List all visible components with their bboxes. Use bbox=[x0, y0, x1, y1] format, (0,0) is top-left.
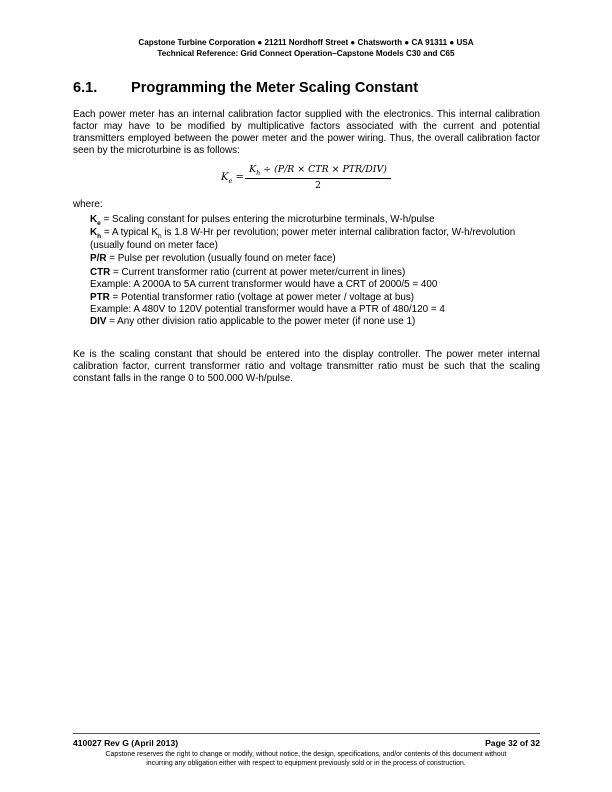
formula-denominator: 2 bbox=[315, 180, 321, 191]
definition-pr: P/R = Pulse per revolution (usually found on meter face) bbox=[90, 253, 336, 265]
section-heading bbox=[73, 80, 543, 96]
footer-divider bbox=[73, 733, 540, 734]
definition-list bbox=[90, 214, 520, 330]
section-title: Programming the Meter Scaling Constant bbox=[131, 80, 419, 96]
formula-numerator: $K_h \div (P/R$ × CTR × PTR/DIV) bbox=[249, 164, 387, 177]
definition-kh: $K_h = A$ typical $K_h$ is 1.8 W-Hr per revolution; power meter internal calibration factor, W-h/revolution (usually found on meter face) bbox=[90, 227, 516, 251]
footer-page-number: Page 32 of 32 bbox=[485, 738, 540, 748]
ctr-example: Example: A 2000A to 5A current transformer would have a CRT of 2000/5 = 400 bbox=[90, 278, 438, 290]
scaling-formula bbox=[216, 162, 396, 196]
definition-ptr: PTR = Potential transformer ratio (voltage at power meter / voltage at bus) Example: A 480V to 120V potential transformer would have a PTR of 480/120 = 4 DIV = Any other division ratio applicable to the power meter (if none use 1) bbox=[90, 292, 445, 328]
section-number: 6.1. bbox=[73, 80, 98, 96]
definition-ctr: CTR = Current transformer ratio (current at power meter/current in lines) Example: A 2000A to 5A current transformer would have a CRT of 2000/5 = 400 bbox=[90, 266, 438, 290]
fraction-bar bbox=[245, 178, 391, 179]
footer-doc-id: 410027 Rev G (April 2013) bbox=[73, 738, 179, 748]
definition-ke: $K_e$ = Scaling constant for pulses entering the microturbine terminals, W-h/pulse bbox=[90, 214, 435, 227]
intro-paragraph: Each power meter has an internal calibration factor supplied with the electronics. This internal calibration factor may have to be modified by multiplicative factors associated with the current and potential transmitters employed between the power meter and the power wiring. Thus, the overall calibration factor seen by the microturbine is as follows: bbox=[73, 109, 540, 157]
header-address: Capstone Turbine Corporation ● 21211 Nordhoff Street ● Chatsworth ● CA 91311 ● USA bbox=[138, 38, 474, 47]
closing-paragraph: Ke is the scaling constant that should be entered into the display controller. The power meter internal calibration factor, current transformer ratio and voltage transmitter ratio must be such that the scaling constant falls in the range 0 to 500.000 W-h/pulse. bbox=[73, 349, 540, 385]
footer-disclaimer: Capstone reserves the right to change or modify, without notice, the design, specifications, and/or contents of this document without incurring any obligation either with respect to equipment previously sold or in the process of construction. bbox=[105, 751, 507, 767]
ptr-example: Example: A 480V to 120V potential transformer would have a PTR of 480/120 = 4 bbox=[90, 304, 445, 316]
formula-lhs: $K_e$ = bbox=[221, 172, 244, 185]
page-header bbox=[0, 38, 612, 59]
header-doc-title: Technical Reference: Grid Connect Operation–Capstone Models C30 and C65 bbox=[157, 48, 455, 58]
where-label: where: bbox=[73, 199, 103, 210]
